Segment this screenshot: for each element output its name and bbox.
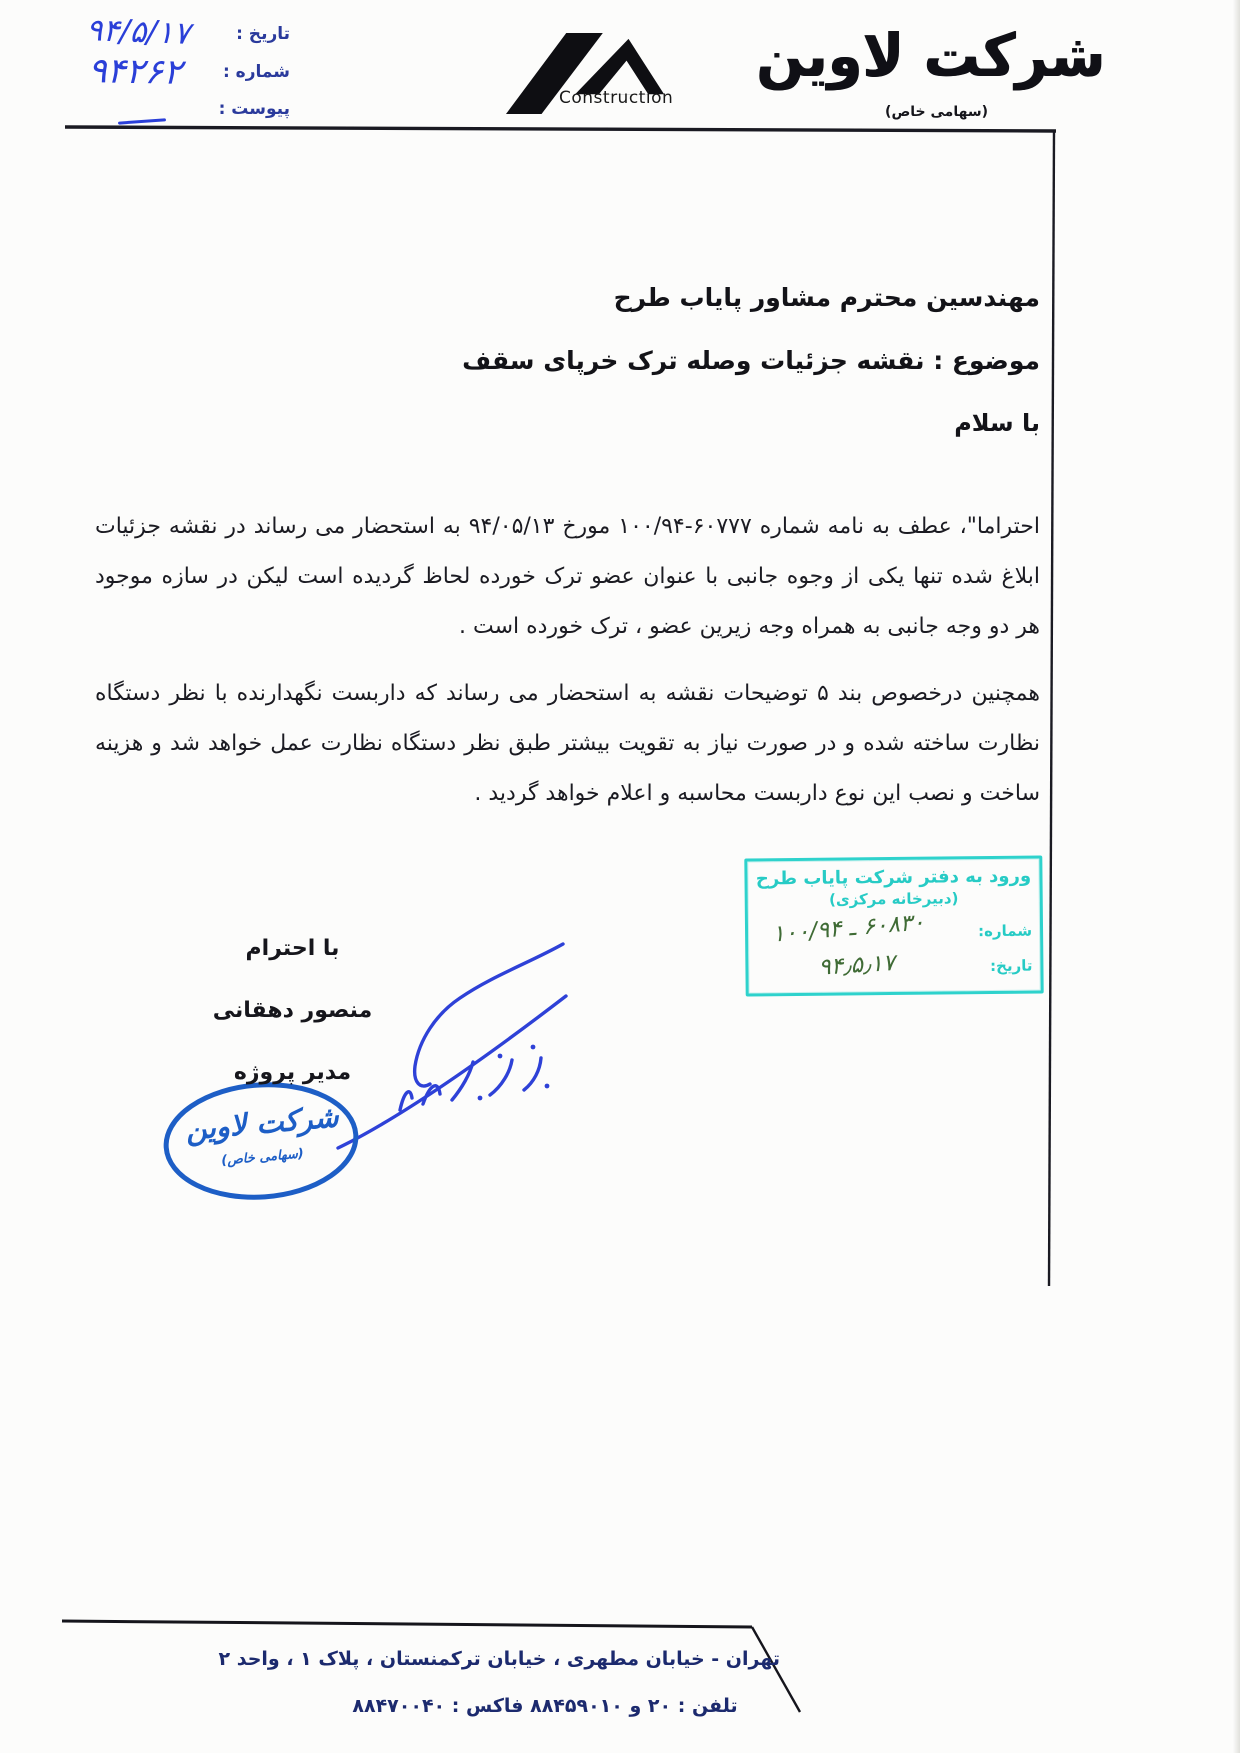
- signature-block: [185, 918, 400, 1104]
- entry-stamp-title: ورود به دفتر شرکت پایاب طرح: [755, 865, 1032, 890]
- entry-stamp: [744, 855, 1043, 996]
- footer-address: تهران - خیابان مطهری ، خیابان ترکمنستان ، پلاک ۱ ، واحد ۲: [218, 1648, 780, 1670]
- signatory-title: مدیر پروژه: [233, 1060, 352, 1085]
- body-paragraph-1: احتراما"، عطف به نامه شماره ۶۰۷۷۷-۱۰۰/۹۴ مورخ ۹۴/۰۵/۱۳ به استحضار می رساند در نقشه جزئیات ابلاغ شده تنها یکی از وجوه جانبی با عنوان عضو ترک خورده لحاظ گردیده است لیکن در سازه موجود هر دو وجه جانبی به همراه وجه زیرین عضو ، ترک خورده است .: [95, 514, 1040, 639]
- entry-stamp-date-handwritten: ۹۴٫۵٫۱۷: [817, 950, 896, 981]
- company-subtitle: (سهامی خاص): [885, 104, 988, 120]
- logo-caption: Construction: [559, 88, 674, 108]
- attachment-label: پیوست :: [218, 99, 290, 119]
- signature-closing: با احترام: [245, 936, 340, 961]
- body-paragraph-2: همچنین درخصوص بند ۵ توضیحات نقشه به استحضار می رساند که داربست نگهدارنده با نظر دستگاه نظارت ساخته شده و در صورت نیاز به تقویت بیشتر طبق نظر دستگاه نظارت عمل خواهد شد و هزینه ساخت و نصب این نوع داربست محاسبه و اعلام خواهد گردید .: [95, 681, 1040, 806]
- footer-phone: تلفن : ۲۰ و ۸۸۴۵۹۰۱۰ فاکس : ۸۸۴۷۰۰۴۰: [352, 1695, 738, 1717]
- recipient-line: مهندسین محترم مشاور پایاب طرح: [613, 283, 1040, 312]
- subject-line: موضوع : نقشه جزئیات وصله ترک خرپای سقف: [462, 346, 1040, 375]
- header-rule: [65, 127, 1056, 131]
- footer: [218, 1636, 780, 1730]
- entry-stamp-subtitle: (دبیرخانه مرکزی): [828, 889, 959, 909]
- salutation-line: با سلام: [954, 409, 1040, 437]
- number-handwritten-value: ۹۴۲۶۲: [87, 51, 183, 93]
- company-name: شرکت لاوین: [755, 22, 1105, 91]
- company-stamp-subtitle: (سهامی خاص): [220, 1146, 305, 1169]
- number-label: شماره :: [222, 62, 290, 82]
- entry-stamp-number-handwritten: ۶۰۸۳۰ ـ ۱۰۰/۹۴: [771, 909, 926, 948]
- footer-rule: [62, 1621, 752, 1627]
- signatory-name: منصور دهقانی: [212, 998, 373, 1023]
- scan-edge-artifact: [1233, 0, 1240, 1753]
- entry-stamp-number-label: شماره:: [978, 921, 1033, 941]
- company-stamp-name: شرکت لاوین: [184, 1099, 340, 1147]
- entry-stamp-date-label: تاریخ:: [989, 956, 1033, 975]
- date-handwritten-value: ۹۴/۵/۱۷: [85, 12, 191, 52]
- date-label: تاریخ :: [236, 24, 290, 44]
- right-border-rule: [1049, 131, 1054, 1286]
